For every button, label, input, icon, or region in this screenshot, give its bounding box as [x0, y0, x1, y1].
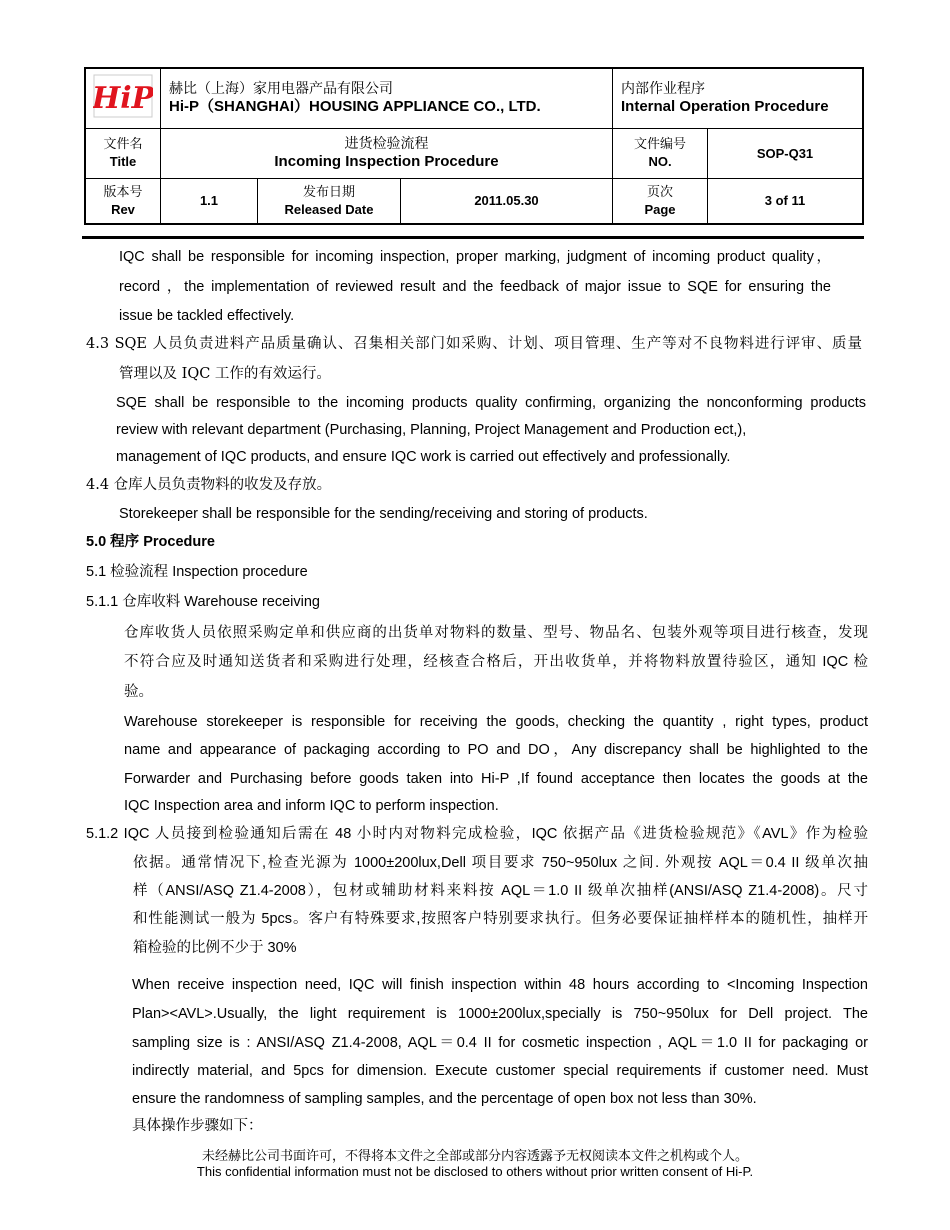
title-label-en: Title [109, 154, 137, 169]
page-label-cn: 页次 [646, 184, 673, 200]
title-label [85, 128, 161, 178]
section-5-1-2-heading: 5.1.2 IQC 人员接到检验通知后需在 48 小时内对物料完成检验，IQC 依据产品《进货检验规范》《AVL》作为检验 [86, 826, 868, 842]
rev-label-en: Rev [111, 201, 135, 217]
body-line: Warehouse storekeeper is responsible for receiving the goods, checking the quantity , right types, product [124, 714, 868, 730]
body-line: IQC Inspection area and inform IQC to perform inspection. [124, 798, 499, 814]
body-line: sampling size is : ANSI/ASQ Z1.4-2008, AQL＝0.4 II for cosmetic inspection , AQL＝1.0 II for packaging or [132, 1035, 868, 1051]
doc-type-cell [613, 68, 864, 128]
no-label [613, 128, 708, 178]
title-value [161, 128, 613, 178]
body-line: Forwarder and Purchasing before goods taken into Hi-P ,If found acceptance then locates the goods at the [124, 771, 868, 787]
page-label [613, 178, 708, 224]
body-line: 和性能测试一般为 5pcs。客户有特殊要求,按照客户特别要求执行。但务必要保证抽样样本的随机性，抽样开 [133, 911, 868, 927]
body-line: name and appearance of packaging according to PO and DO，Any discrepancy shall be highlighted to the [124, 742, 868, 758]
page-value: 3 of 11 [708, 178, 864, 224]
date-value: 2011.05.30 [401, 178, 613, 224]
footer-confidential-en: This confidential information must not be disclosed to others without prior written consent of Hi-P. [196, 1164, 754, 1179]
company-name-cn: 赫比（上海）家用电器产品有限公司 [169, 81, 393, 98]
company-name-en: Hi-P（SHANGHAI）HOUSING APPLIANCE CO., LTD. [169, 98, 541, 116]
rev-label-cn: 版本号 [103, 184, 143, 200]
rev-label [85, 178, 161, 224]
body-line: 不符合应及时通知送货者和采购进行处理，经核查合格后，开出收货单，并将物料放置待验区，通知 IQC 检 [124, 654, 868, 670]
title-label-cn: 文件名 [103, 137, 143, 152]
title-en: Incoming Inspection Procedure [274, 153, 499, 170]
body-line: When receive inspection need, IQC will finish inspection within 48 hours according to <Incoming Inspection [132, 977, 868, 993]
hip-logo-icon [93, 74, 153, 118]
section-4-3-cn: 4.3 SQE 人员负责进料产品质量确认、召集相关部门如采购、计划、项目管理、生产等对不良物料进行评审、质量 [86, 336, 862, 352]
date-label-cn: 发布日期 [302, 184, 355, 200]
svg-text:HiP: HiP [93, 81, 153, 117]
section-4-4-cn: 4.4 仓库人员负责物料的收发及存放。 [86, 477, 332, 493]
body-line: 依据。通常情况下,检查光源为 1000±200lux,Dell 项目要求 750~950lux 之间. 外观按 AQL＝0.4 II 级单次抽 [133, 855, 868, 871]
body-line: 管理以及 IQC 工作的有效运行。 [119, 366, 331, 382]
section-5-1-1-heading: 5.1.1 仓库收料 Warehouse receiving [86, 594, 320, 610]
no-label-cn: 文件编号 [633, 137, 686, 152]
company-cell [161, 68, 613, 128]
body-line: 样（ANSI/ASQ Z1.4-2008），包材或辅助材料来料按 AQL＝1.0 II 级单次抽样(ANSI/ASQ Z1.4-2008)。尺寸 [133, 883, 868, 899]
rev-value: 1.1 [161, 178, 258, 224]
doc-number: SOP-Q31 [708, 128, 864, 178]
body-line: 验。 [124, 684, 153, 700]
doc-type-en: Internal Operation Procedure [621, 98, 829, 116]
body-line: indirectly material, and 5pcs for dimension. Execute customer special requirements if customer need. Must [132, 1063, 868, 1079]
body-line: 仓库收货人员依照采购定单和供应商的出货单对物料的数量、型号、物品名、包装外观等项目进行核查，发现 [124, 625, 868, 641]
body-line: Plan><AVL>.Usually, the light requirement is 1000±200lux,specially is 750~950lux for Dell project. The [132, 1006, 868, 1022]
body-line: 具体操作步骤如下： [132, 1118, 263, 1134]
no-label-en: NO. [648, 154, 672, 169]
section-5-0-heading [86, 533, 215, 551]
page-label-en: Page [644, 201, 676, 217]
body-line: 箱检验的比例不少于 30% [133, 940, 297, 956]
date-label-en: Released Date [284, 201, 374, 217]
date-label [258, 178, 401, 224]
section-5-1-heading: 5.1 检验流程 Inspection procedure [86, 564, 308, 580]
body-line: ensure the randomness of sampling samples, and the percentage of open box not less than 30%. [132, 1091, 757, 1107]
doc-type-cn: 内部作业程序 [621, 81, 705, 98]
section-5-0-en: Procedure [143, 534, 215, 550]
body-line: SQE shall be responsible to the incoming products quality confirming, organizing the nonconforming products [116, 395, 866, 411]
body-line: record ，the implementation of reviewed result and the feedback of major issue to SQE for ensuring the [119, 279, 831, 295]
body-line: issue be tackled effectively. [119, 308, 295, 324]
header-divider [82, 236, 864, 239]
title-cn: 进货检验流程 [344, 136, 429, 152]
body-line: Storekeeper shall be responsible for the sending/receiving and storing of products. [119, 506, 648, 522]
footer-confidential-cn: 未经赫比公司书面许可，不得将本文件之全部或部分内容透露予无权阅读本文件之机构或个人。 [201, 1149, 748, 1164]
body-line: IQC shall be responsible for incoming inspection, proper marking, judgment of incoming product quality， [119, 249, 831, 265]
section-5-0-cn: 5.0 程序 [86, 534, 144, 550]
body-line: management of IQC products, and ensure IQC work is carried out effectively and professionally. [116, 449, 731, 465]
body-line: review with relevant department (Purchasing, Planning, Project Management and Production ect,), [116, 422, 747, 438]
logo-cell [85, 68, 161, 128]
document-header-table [84, 67, 864, 225]
